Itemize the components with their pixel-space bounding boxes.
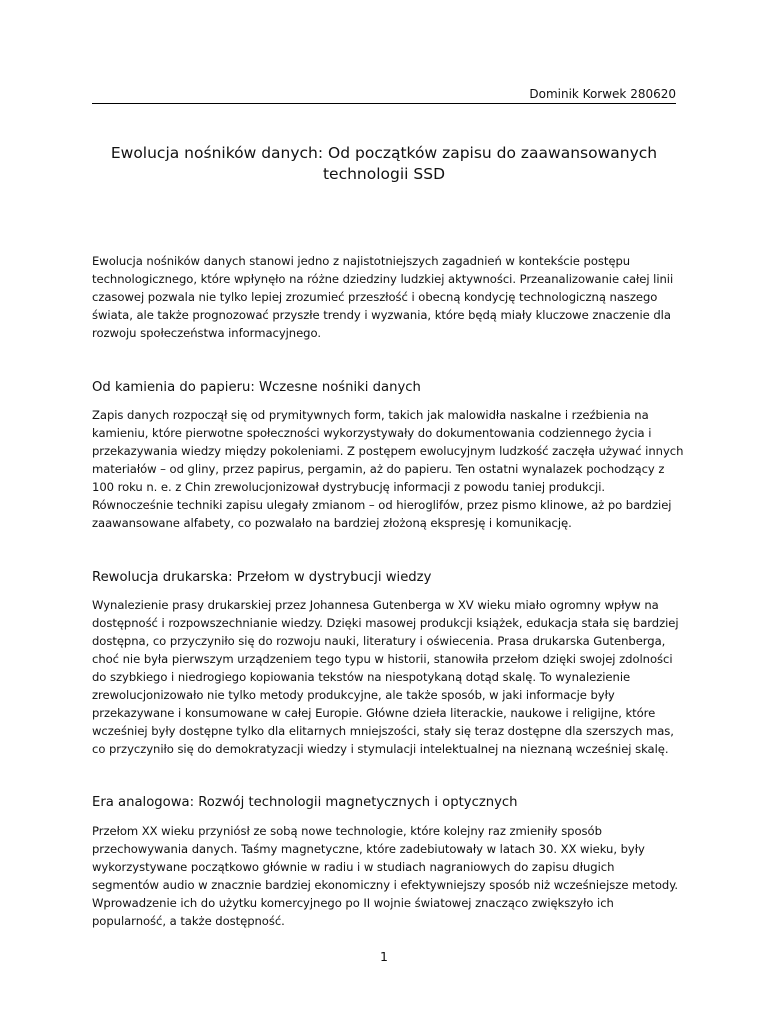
page-number: 1 [380,949,388,964]
section-paragraph-early-media [92,406,692,532]
text-line: czasowej pozwala nie tylko lepiej zrozumieć przeszłość i obecną kondycję technologiczną naszego [92,290,658,304]
text-line: wykorzystywane początkowo głównie w radiu i w studiach nagraniowych do zapisu długich [92,860,615,874]
text-line: co przyczyniło się do demokratyzacji wiedzy i stymulacji intelektualnej na nieznaną wcześniej skalę. [92,742,669,756]
intro-paragraph [92,252,692,342]
title-line-2: technologii SSD [322,165,446,183]
page-header [92,86,676,104]
text-line: rozwoju społeczeństwa informacyjnego. [92,326,321,340]
text-line: Wprowadzenie ich do użytku komercyjnego po II wojnie światowej znacząco zwiększyło ich [92,896,614,910]
text-line: Ewolucja nośników danych stanowi jedno z najistotniejszych zagadnień w kontekście postępu [92,254,631,268]
text-line: wcześniej były dostępne tylko dla elitarnych mniejszości, stały się teraz dostępne dla szerszych mas, [92,724,674,738]
text-line: przekazywane i konsumowane w całej Europie. Główne dzieła literackie, naukowe i religijne, które [92,706,656,720]
text-line: dostępna, co przyczyniło się do rozwoju nauki, literatury i oświecenia. Prasa drukarska Gutenberga, [92,634,666,648]
text-line: materiałów – od gliny, przez papirus, pergamin, aż do papieru. Ten ostatni wynalazek pochodzący z [92,462,665,476]
text-line: dostępność i rozpowszechnianie wiedzy. Dzięki masowej produkcji książek, edukacja stała się bardziej [92,616,679,630]
text-line: popularność, a także dostępność. [92,914,285,928]
section-paragraph-printing-revolution [92,596,692,758]
text-line: przekazywania wiedzy między pokoleniami. Z postępem ewolucyjnym ludzkość zaczęła używać innych [92,444,684,458]
text-line: Wynalezienie prasy drukarskiej przez Johannesa Gutenberga w XV wieku miało ogromny wpływ na [92,598,659,612]
section-heading-analog-era: Era analogowa: Rozwój technologii magnetycznych i optycznych [92,795,518,810]
text-line: kamieniu, które pierwotne społeczności wykorzystywały do dokumentowania codziennego życia i [92,426,652,440]
title-line-1: Ewolucja nośników danych: Od początków zapisu do zaawansowanych [110,144,658,162]
section-heading-printing-revolution: Rewolucja drukarska: Przełom w dystrybucji wiedzy [92,570,432,585]
text-line: Zapis danych rozpoczął się od prymitywnych form, takich jak malowidła naskalne i rzeźbienia na [92,408,649,422]
text-line: Przełom XX wieku przyniósł ze sobą nowe technologie, które kolejny raz zmieniły sposób [92,824,602,838]
text-line: zaawansowane alfabety, co pozwalało na bardziej złożoną ekspresję i komunikację. [92,516,572,530]
text-line: przechowywania danych. Taśmy magnetyczne, które zadebiutowały w latach 30. XX wieku, były [92,842,645,856]
text-line: 100 roku n. e. z Chin zrewolucjonizował dystrybucję informacji z powodu taniej produkcji. [92,480,606,494]
section-heading-early-media: Od kamienia do papieru: Wczesne nośniki danych [92,380,421,395]
text-line: Równocześnie techniki zapisu ulegały zmianom – od hieroglifów, przez pismo klinowe, aż po bardziej [92,498,672,512]
author-label: Dominik Korwek 280620 [529,87,676,101]
text-line: świata, ale także prognozować przyszłe trendy i wyzwania, które będą miały kluczowe znaczenie dla [92,308,671,322]
text-line: choć nie była pierwszym urządzeniem tego typu w historii, stanowiła przełom dzięki swojej zdolności [92,652,673,666]
text-line: segmentów audio w znacznie bardziej ekonomiczny i efektywniejszy sposób niż wcześniejsze metody. [92,878,679,892]
document-title [92,143,676,185]
text-line: technologicznego, które wpłynęło na różne dziedziny ludzkiej aktywności. Przeanalizowanie całej linii [92,272,674,286]
section-paragraph-analog-era [92,822,692,930]
text-line: do szybkiego i niedrogiego kopiowania tekstów na niespotykaną dotąd skalę. To wynalezienie [92,670,631,684]
text-line: zrewolucjonizowało nie tylko metody produkcyjne, ale także sposób, w jaki informacje były [92,688,615,702]
